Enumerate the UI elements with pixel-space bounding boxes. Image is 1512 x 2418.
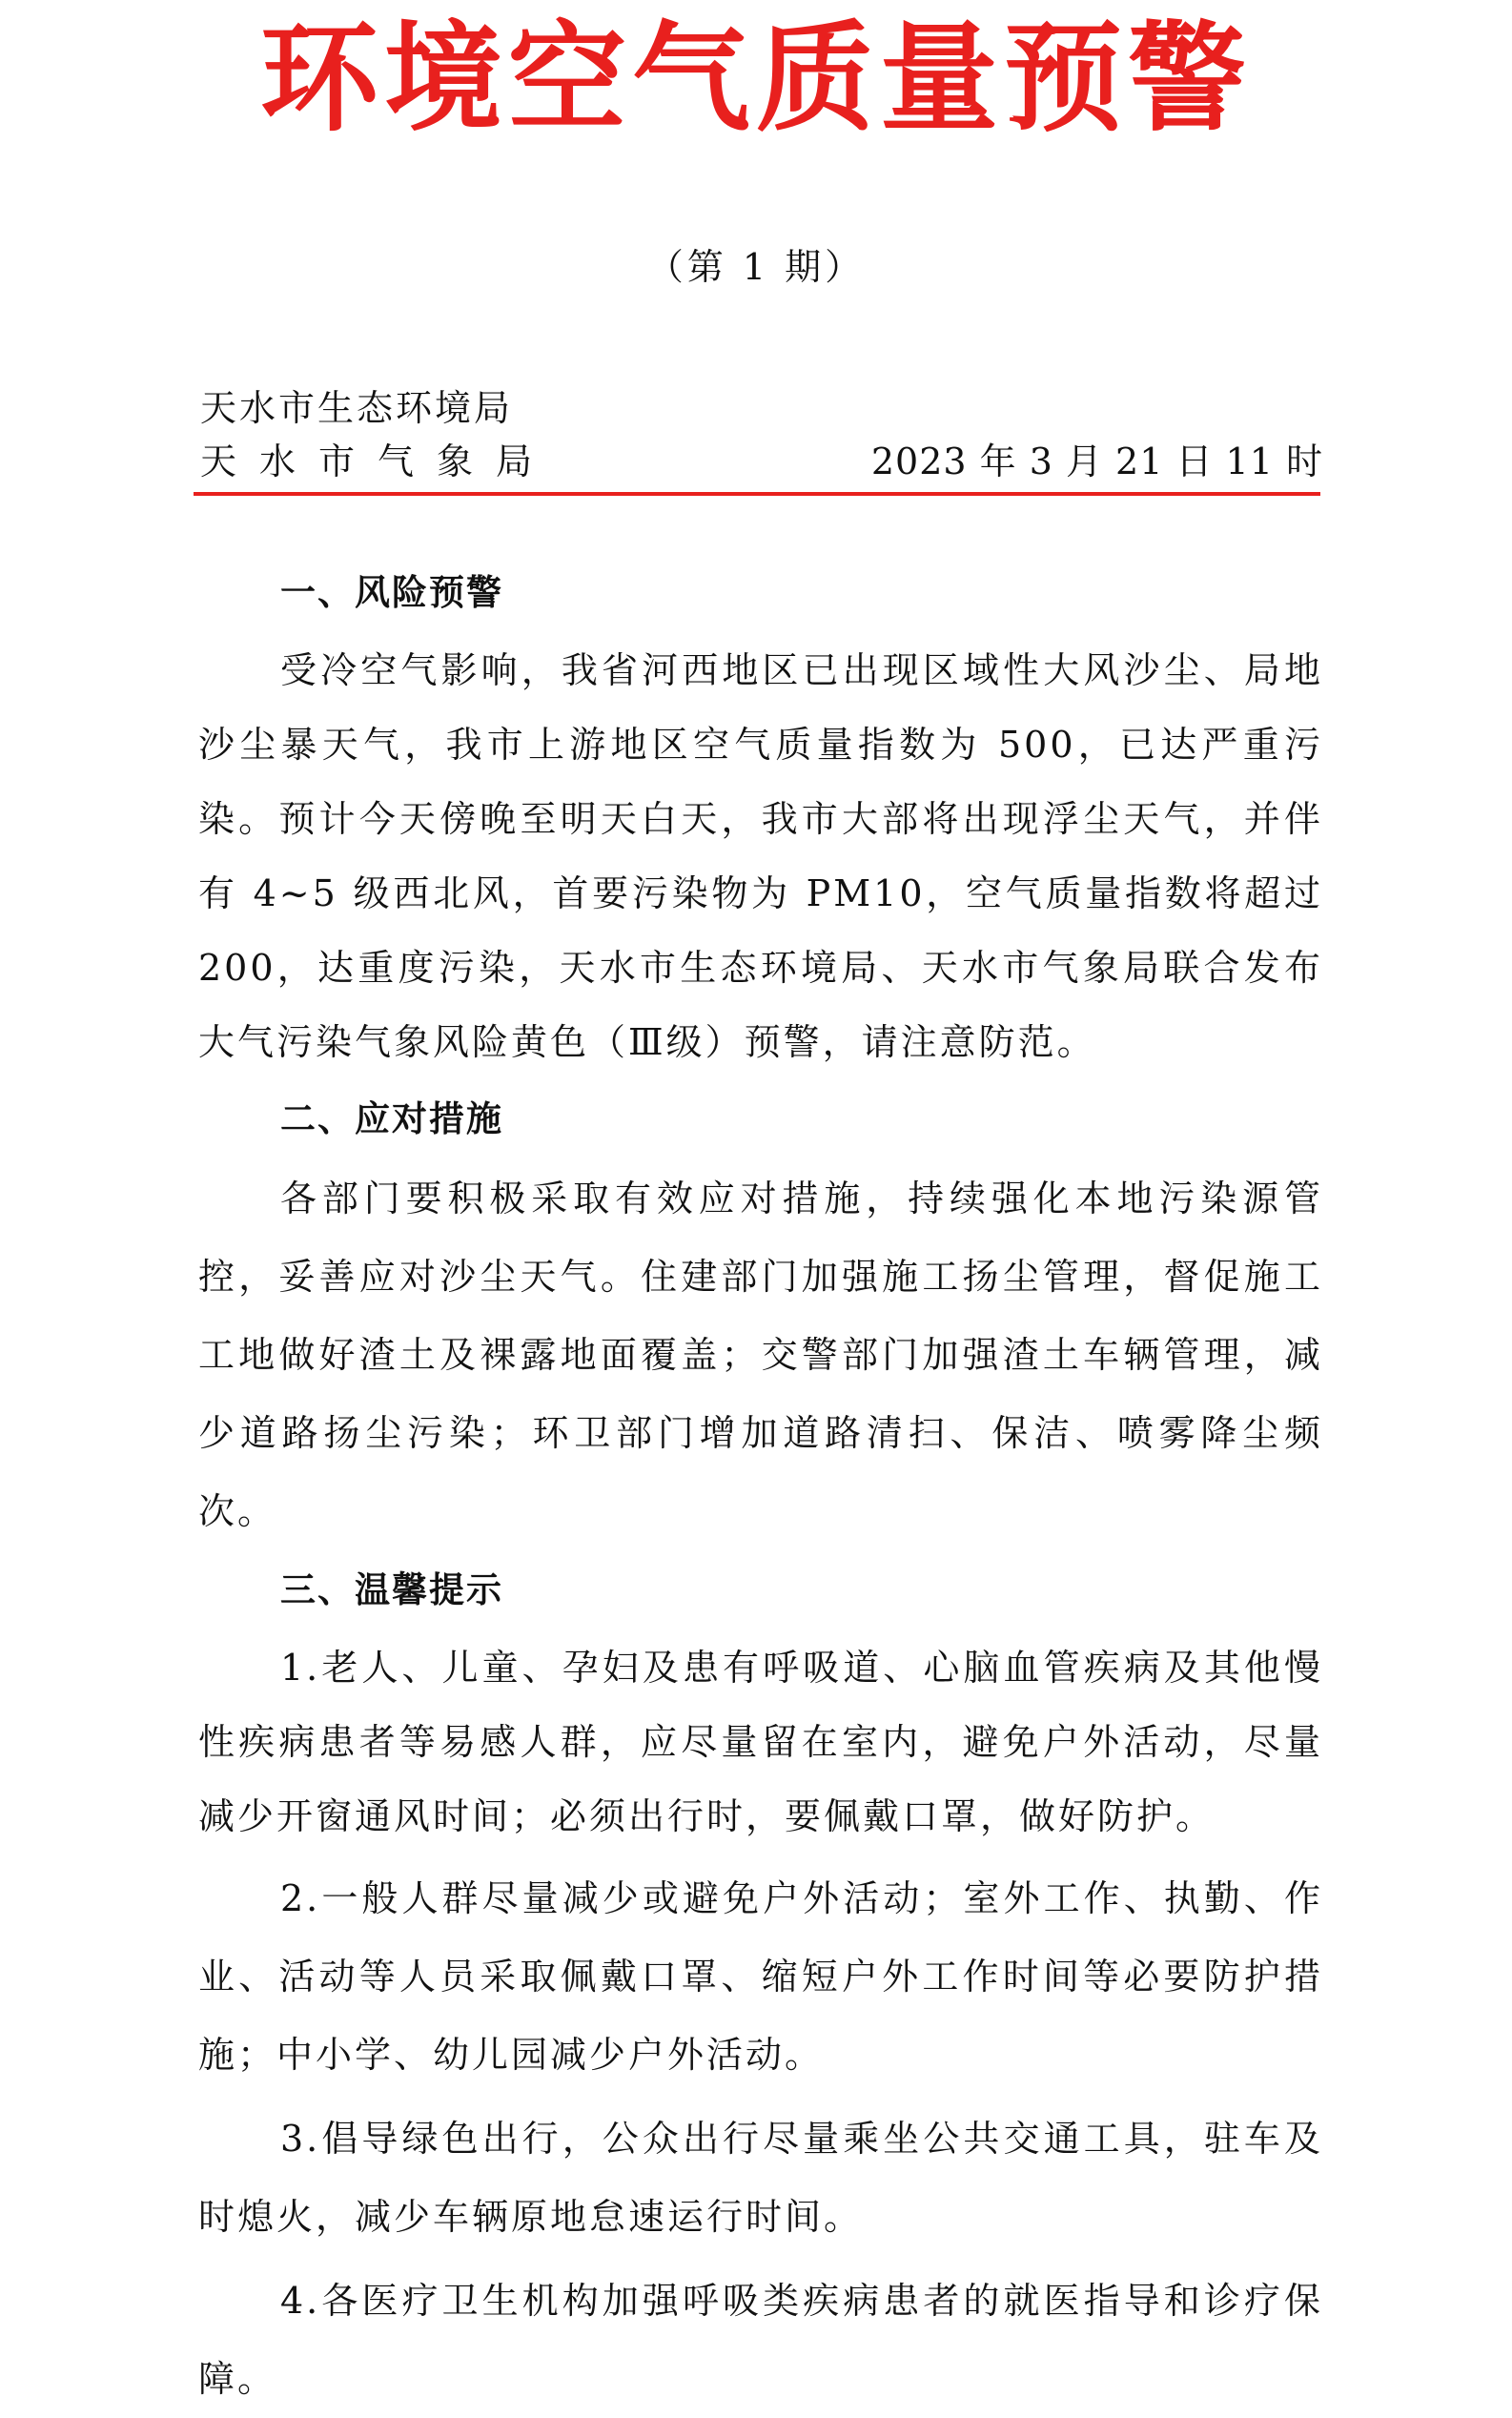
document-body [198,553,1323,2418]
section-heading-tips: 三、温馨提示 [280,1569,503,1610]
tip-item-3: 3.倡导绿色出行，公众出行尽量乘坐公共交通工具，驻车及时熄火，减少车辆原地怠速运行时间。 [198,2118,1323,2238]
section-heading-measures: 二、应对措施 [280,1098,503,1139]
header-divider [194,492,1320,496]
tip-item-4: 4.各医疗卫生机构加强呼吸类疾病患者的就医指导和诊疗保障。 [198,2280,1323,2400]
tip-item-1: 1.老人、儿童、孕妇及患有呼吸道、心脑血管疾病及其他慢性疾病患者等易感人群，应尽量留在室内，避免户外活动，尽量减少开窗通风时间；必须出行时，要佩戴口罩，做好防护。 [198,1647,1323,1837]
tip-item-2: 2.一般人群尽量减少或避免户外活动；室外工作、执勤、作业、活动等人员采取佩戴口罩、缩短户外工作时间等必要防护措施；中小学、幼儿园减少户外活动。 [198,1877,1323,2076]
risk-paragraph: 受冷空气影响，我省河西地区已出现区域性大风沙尘、局地沙尘暴天气，我市上游地区空气质量指数为 500，已达严重污染。预计今天傍晚至明天白天，我市大部将出现浮尘天气，并伴有 4~5 级西北风，首要污染物为 PM10，空气质量指数将超过 200，达重度污染，天水市生态环境局、天水市气象局联合发布大气污染气象风险黄色（Ⅲ级）预警，请注意防范。 [198,649,1323,1063]
measures-paragraph: 各部门要积极采取有效应对措施，持续强化本地污染源管控，妥善应对沙尘天气。住建部门加强施工扬尘管理，督促施工工地做好渣土及裸露地面覆盖；交警部门加强渣土车辆管理，减少道路扬尘污染；环卫部门增加道路清扫、保洁、喷雾降尘频次。 [198,1178,1323,1532]
document-title: 环境空气质量预警 [259,10,1252,148]
section-heading-risk: 一、风险预警 [280,572,503,613]
issue-number: （第 1 期） [646,246,866,288]
issuer-ecology-bureau: 天水市生态环境局 [200,387,514,429]
issue-date: 2023 年 3 月 21 日 11 时 [870,441,1323,482]
issuer-meteorological-bureau: 天水市气象局 [200,441,556,482]
